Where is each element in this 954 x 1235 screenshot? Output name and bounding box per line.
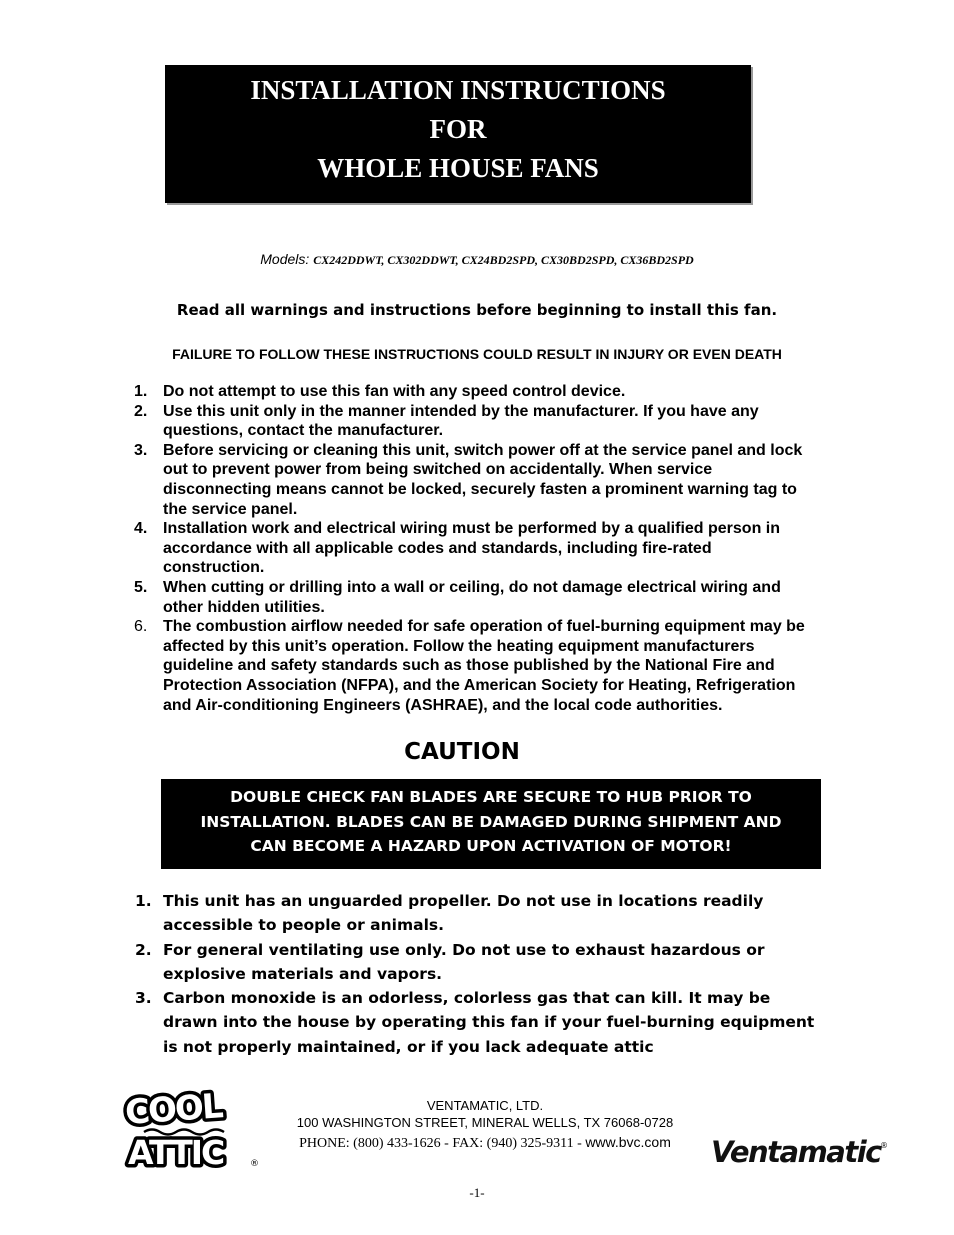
list-item-text: Carbon monoxide is an odorless, colorless gas that can kill. It may be drawn into the house by operating this fan if your fuel-burning equipment is not properly maintained, or if you lack adequate attic	[163, 989, 815, 1056]
list-item-number: 1.	[135, 892, 152, 910]
list-item-text: Installation work and electrical wiring must be performed by a qualified person in accordance with all applicable codes and standards, including fire-rated construction.	[163, 520, 781, 577]
list-item-text: Use this unit only in the manner intended by the manufacturer. If you have any questions, contact the manufacturer.	[163, 402, 759, 440]
list-item	[134, 402, 814, 441]
cool-attic-logo	[122, 1086, 262, 1170]
caution-line-1: DOUBLE CHECK FAN BLADES ARE SECURE TO HUB PRIOR TO	[230, 788, 752, 806]
caution-line-2: INSTALLATION. BLADES CAN BE DAMAGED DURING SHIPMENT AND	[200, 812, 782, 831]
list-item-number: 6.	[134, 618, 148, 636]
failure-warning: FAILURE TO FOLLOW THESE INSTRUCTIONS COULD RESULT IN INJURY OR EVEN DEATH	[172, 346, 782, 362]
ventamatic-logo	[708, 1128, 890, 1172]
footer-phone-line	[278, 1134, 692, 1152]
models-label: Models:	[260, 251, 310, 267]
ventamatic-logo-text: Ventamatic	[711, 1135, 881, 1169]
list-item-number: 2.	[135, 940, 152, 959]
footer-website: www.bvc.com	[585, 1134, 671, 1150]
list-item	[134, 578, 814, 617]
list-item	[134, 441, 814, 519]
registered-mark: ®	[250, 1159, 259, 1169]
list-item-text: This unit has an unguarded propeller. Do not use in locations readily accessible to people or animals.	[163, 892, 764, 935]
list-item-number: 2.	[134, 402, 148, 420]
list-item-text: The combustion airflow needed for safe operation of fuel-burning equipment may be affected by this unit’s operation. Follow the heating equipment manufacturers guideline and safety standards such as those published by the National Fire and Protection Association (NFPA), and the American Society for Heating, Refrigeration and Air-conditioning Engineers (ASHRAE), and the local code authorities.	[163, 618, 805, 714]
list-item	[134, 382, 814, 402]
list-item	[135, 889, 815, 938]
list-item-text: When cutting or drilling into a wall or ceiling, do not damage electrical wiring and other hidden utilities.	[163, 578, 781, 616]
read-all-notice: Read all warnings and instructions before beginning to install this fan.	[176, 301, 778, 319]
registered-mark: ®	[880, 1141, 888, 1150]
list-item	[134, 617, 814, 715]
title-line-3: WHOLE HOUSE FANS	[317, 153, 599, 183]
cool-attic-logo-bottom: ATTIC	[128, 1133, 224, 1170]
list-item-number: 5.	[134, 578, 148, 596]
caution-line-3: CAN BECOME A HAZARD UPON ACTIVATION OF MOTOR!	[250, 837, 732, 855]
list-item	[134, 519, 814, 578]
list-item-number: 4.	[134, 520, 148, 538]
footer-address: 100 WASHINGTON STREET, MINERAL WELLS, TX 76068-0728	[296, 1115, 674, 1130]
cool-attic-logo-top: COOL	[123, 1086, 223, 1133]
list-item-number: 3.	[134, 441, 148, 459]
footer-phone: PHONE: (800) 433-1626 - FAX: (940) 325-9311 -	[299, 1136, 582, 1151]
list-item	[135, 938, 815, 987]
warnings-list	[134, 382, 814, 715]
list-item-number: 3.	[135, 989, 152, 1008]
models-line	[0, 251, 954, 268]
list-item-text: For general ventilating use only. Do not use to exhaust hazardous or explosive materials and vapors.	[163, 940, 765, 983]
unit-notes-list	[135, 889, 815, 1059]
list-item-text: Before servicing or cleaning this unit, switch power off at the service panel and lock out to prevent power from being switched on accidentally. When service disconnecting means cannot be locked, securely fasten a prominent warning tag to the service panel.	[163, 441, 803, 518]
list-item	[135, 986, 815, 1059]
title-banner	[165, 65, 751, 203]
caution-banner	[161, 779, 821, 869]
footer-company: VENTAMATIC, LTD.	[426, 1098, 544, 1113]
list-item-number: 1.	[134, 383, 148, 400]
title-line-1: INSTALLATION INSTRUCTIONS	[250, 75, 666, 105]
caution-heading: CAUTION	[404, 739, 520, 765]
page-number: -1-	[469, 1185, 485, 1200]
title-line-2: FOR	[429, 114, 487, 144]
models-list: CX242DDWT, CX302DDWT, CX24BD2SPD, CX30BD2SPD, CX36BD2SPD	[313, 253, 694, 267]
list-item-text: Do not attempt to use this fan with any speed control device.	[163, 383, 626, 400]
